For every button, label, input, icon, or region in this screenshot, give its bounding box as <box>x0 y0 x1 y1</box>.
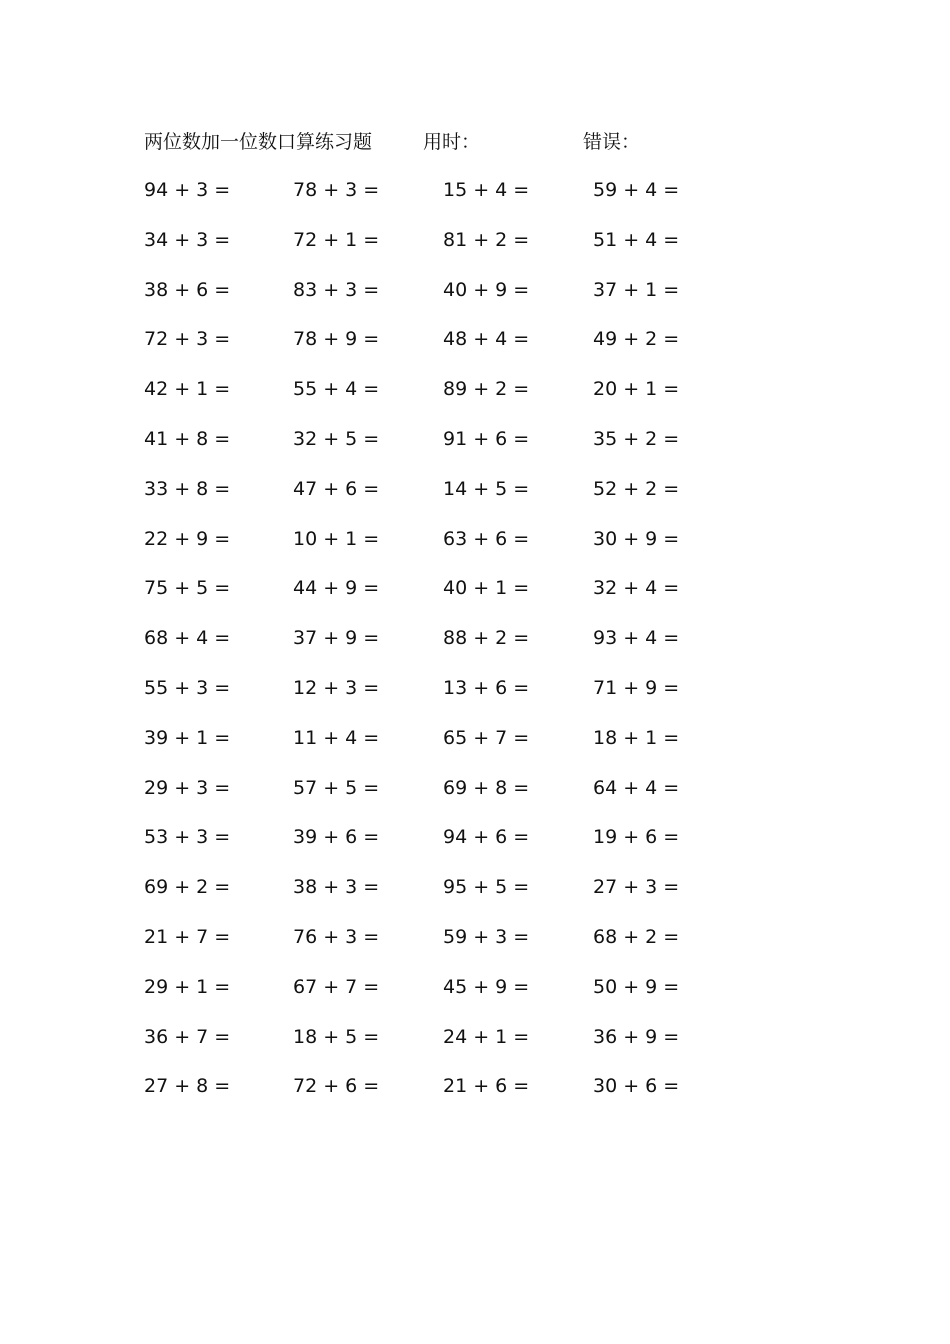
problem-row <box>0 624 950 674</box>
problem-item: 68 + 4 = <box>144 627 231 650</box>
problem-row <box>0 325 950 375</box>
problem-item: 29 + 1 = <box>144 975 231 998</box>
problem-row <box>0 525 950 575</box>
problem-item: 48 + 4 = <box>443 328 530 351</box>
problem-item: 38 + 3 = <box>293 876 380 899</box>
problem-item: 49 + 2 = <box>593 328 680 351</box>
problem-item: 24 + 1 = <box>443 1025 530 1048</box>
problem-item: 21 + 6 = <box>443 1075 530 1098</box>
problem-item: 51 + 4 = <box>593 228 680 251</box>
problem-row <box>0 425 950 475</box>
problem-item: 41 + 8 = <box>144 427 231 450</box>
problem-row <box>0 823 950 873</box>
problem-row <box>0 774 950 824</box>
problem-row <box>0 276 950 326</box>
problem-item: 22 + 9 = <box>144 527 231 550</box>
problem-item: 30 + 9 = <box>593 527 680 550</box>
problem-item: 38 + 6 = <box>144 278 231 301</box>
problem-item: 36 + 9 = <box>593 1025 680 1048</box>
problem-item: 37 + 1 = <box>593 278 680 301</box>
problem-item: 72 + 6 = <box>293 1075 380 1098</box>
problem-item: 40 + 1 = <box>443 577 530 600</box>
problem-item: 44 + 9 = <box>293 577 380 600</box>
problem-item: 27 + 3 = <box>593 876 680 899</box>
problem-item: 13 + 6 = <box>443 676 530 699</box>
problem-item: 94 + 3 = <box>144 179 231 201</box>
problem-item: 19 + 6 = <box>593 826 680 849</box>
problem-item: 55 + 4 = <box>293 378 380 401</box>
problem-item: 83 + 3 = <box>293 278 380 301</box>
problem-item: 53 + 3 = <box>144 826 231 849</box>
problem-item: 12 + 3 = <box>293 676 380 699</box>
problem-row <box>0 1023 950 1073</box>
problem-item: 93 + 4 = <box>593 627 680 650</box>
problem-row <box>0 375 950 425</box>
problem-grid <box>0 176 950 1122</box>
problem-item: 18 + 5 = <box>293 1025 380 1048</box>
problem-row <box>0 973 950 1023</box>
problem-item: 59 + 4 = <box>593 179 680 201</box>
problem-item: 39 + 1 = <box>144 726 231 749</box>
problem-item: 63 + 6 = <box>443 527 530 550</box>
problem-item: 88 + 2 = <box>443 627 530 650</box>
problem-item: 64 + 4 = <box>593 776 680 799</box>
problem-item: 81 + 2 = <box>443 228 530 251</box>
problem-item: 69 + 8 = <box>443 776 530 799</box>
problem-row <box>0 724 950 774</box>
problem-item: 30 + 6 = <box>593 1075 680 1098</box>
problem-row <box>0 475 950 525</box>
problem-item: 33 + 8 = <box>144 477 231 500</box>
problem-item: 71 + 9 = <box>593 676 680 699</box>
problem-item: 68 + 2 = <box>593 925 680 948</box>
problem-item: 47 + 6 = <box>293 477 380 500</box>
problem-item: 72 + 3 = <box>144 328 231 351</box>
problem-item: 72 + 1 = <box>293 228 380 251</box>
problem-item: 37 + 9 = <box>293 627 380 650</box>
problem-item: 27 + 8 = <box>144 1075 231 1098</box>
problem-item: 34 + 3 = <box>144 228 231 251</box>
problem-item: 50 + 9 = <box>593 975 680 998</box>
problem-row <box>0 226 950 276</box>
problem-item: 39 + 6 = <box>293 826 380 849</box>
problem-item: 67 + 7 = <box>293 975 380 998</box>
problem-row <box>0 176 950 226</box>
problem-item: 10 + 1 = <box>293 527 380 550</box>
problem-item: 95 + 5 = <box>443 876 530 899</box>
problem-item: 55 + 3 = <box>144 676 231 699</box>
problem-item: 21 + 7 = <box>144 925 231 948</box>
problem-item: 59 + 3 = <box>443 925 530 948</box>
problem-item: 69 + 2 = <box>144 876 231 899</box>
problem-item: 42 + 1 = <box>144 378 231 401</box>
problem-item: 40 + 9 = <box>443 278 530 301</box>
problem-item: 20 + 1 = <box>593 378 680 401</box>
problem-item: 91 + 6 = <box>443 427 530 450</box>
problem-item: 36 + 7 = <box>144 1025 231 1048</box>
problem-item: 11 + 4 = <box>293 726 380 749</box>
problem-item: 15 + 4 = <box>443 179 530 201</box>
problem-item: 76 + 3 = <box>293 925 380 948</box>
problem-item: 18 + 1 = <box>593 726 680 749</box>
problem-item: 94 + 6 = <box>443 826 530 849</box>
problem-row <box>0 873 950 923</box>
worksheet-title: 两位数加一位数口算练习题 <box>144 131 373 153</box>
problem-item: 75 + 5 = <box>144 577 231 600</box>
problem-item: 32 + 5 = <box>293 427 380 450</box>
errors-label: 错误： <box>583 131 641 153</box>
problem-item: 78 + 3 = <box>293 179 380 201</box>
problem-row <box>0 574 950 624</box>
problem-item: 45 + 9 = <box>443 975 530 998</box>
problem-item: 89 + 2 = <box>443 378 530 401</box>
problem-item: 29 + 3 = <box>144 776 231 799</box>
time-label: 用时： <box>423 131 481 153</box>
problem-item: 57 + 5 = <box>293 776 380 799</box>
problem-item: 14 + 5 = <box>443 477 530 500</box>
problem-row <box>0 923 950 973</box>
problem-row <box>0 1072 950 1122</box>
problem-item: 35 + 2 = <box>593 427 680 450</box>
problem-row <box>0 674 950 724</box>
worksheet-header <box>0 128 950 158</box>
problem-item: 32 + 4 = <box>593 577 680 600</box>
problem-item: 52 + 2 = <box>593 477 680 500</box>
problem-item: 78 + 9 = <box>293 328 380 351</box>
problem-item: 65 + 7 = <box>443 726 530 749</box>
